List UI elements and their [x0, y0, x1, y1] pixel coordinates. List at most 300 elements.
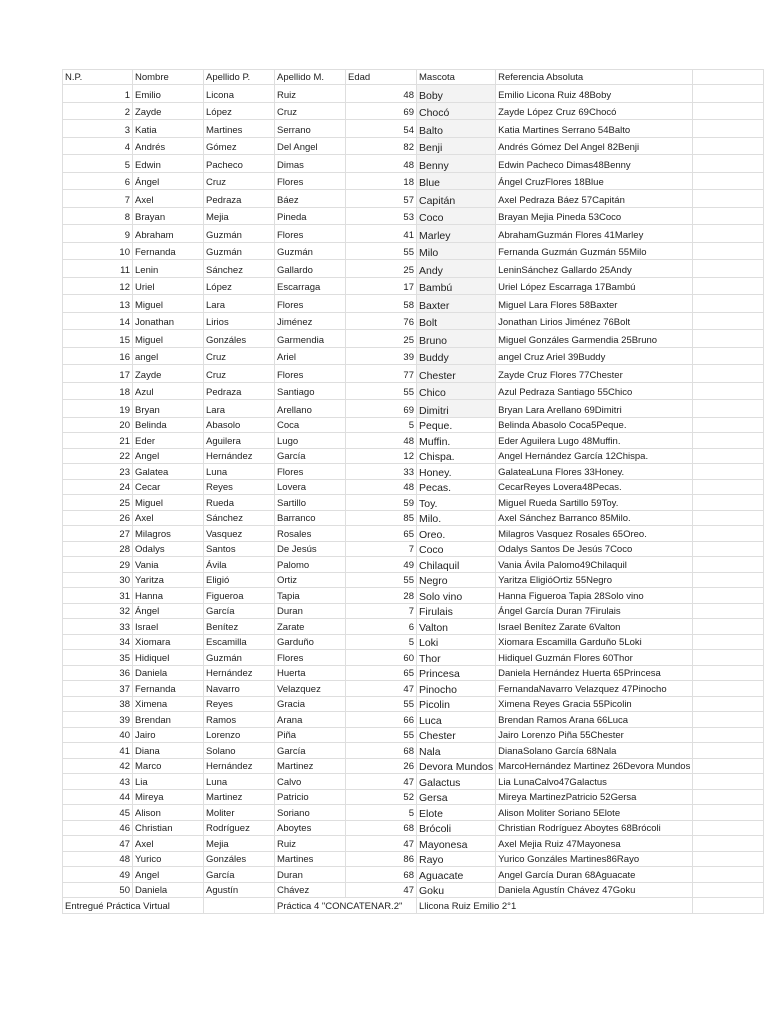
cell-referencia[interactable]: Fernanda Guzmán Guzmán 55Milo [496, 242, 693, 260]
cell-apellido-p[interactable]: Vasquez [204, 526, 275, 542]
cell-referencia[interactable]: Uriel López Escarraga 17Bambú [496, 277, 693, 295]
cell-apellido-p[interactable]: Navarro [204, 681, 275, 697]
cell-edad[interactable]: 57 [346, 190, 417, 208]
cell-apellido-m[interactable]: Calvo [275, 774, 346, 790]
cell-np[interactable]: 34 [63, 634, 133, 650]
cell-mascota[interactable]: Marley [417, 225, 496, 243]
cell-mascota[interactable]: Chocó [417, 102, 496, 120]
cell-apellido-m[interactable]: Dimas [275, 155, 346, 173]
cell-np[interactable]: 6 [63, 172, 133, 190]
header-edad[interactable]: Edad [346, 70, 417, 85]
cell-referencia[interactable]: Milagros Vasquez Rosales 65Oreo. [496, 526, 693, 542]
cell-nombre[interactable]: Cecar [133, 479, 204, 495]
cell-apellido-m[interactable]: Escarraga [275, 277, 346, 295]
cell-edad[interactable]: 55 [346, 572, 417, 588]
cell-apellido-m[interactable]: Gallardo [275, 260, 346, 278]
cell-referencia[interactable]: Ximena Reyes Gracia 55Picolin [496, 696, 693, 712]
cell-mascota[interactable]: Peque. [417, 417, 496, 433]
cell-referencia[interactable]: Xiomara Escamilla Garduño 5Loki [496, 634, 693, 650]
cell-np[interactable]: 7 [63, 190, 133, 208]
cell-edad[interactable]: 25 [346, 330, 417, 348]
cell-apellido-p[interactable]: Ávila [204, 557, 275, 573]
cell-np[interactable]: 13 [63, 295, 133, 313]
cell-empty[interactable] [693, 365, 764, 383]
cell-empty[interactable] [693, 836, 764, 852]
cell-nombre[interactable]: angel [133, 347, 204, 365]
cell-apellido-m[interactable]: Garduño [275, 634, 346, 650]
cell-referencia[interactable]: Hanna Figueroa Tapia 28Solo vino [496, 588, 693, 604]
cell-edad[interactable]: 47 [346, 836, 417, 852]
cell-np[interactable]: 2 [63, 102, 133, 120]
cell-empty[interactable] [693, 634, 764, 650]
cell-np[interactable]: 4 [63, 137, 133, 155]
cell-mascota[interactable]: Valton [417, 619, 496, 635]
cell-np[interactable]: 11 [63, 260, 133, 278]
cell-edad[interactable]: 47 [346, 882, 417, 898]
cell-referencia[interactable]: Mireya MartinezPatricio 52Gersa [496, 789, 693, 805]
cell-np[interactable]: 3 [63, 120, 133, 138]
cell-mascota[interactable]: Mayonesa [417, 836, 496, 852]
cell-edad[interactable]: 66 [346, 712, 417, 728]
cell-referencia[interactable]: Zayde López Cruz 69Chocó [496, 102, 693, 120]
cell-empty[interactable] [693, 347, 764, 365]
cell-nombre[interactable]: Lia [133, 774, 204, 790]
cell-edad[interactable]: 17 [346, 277, 417, 295]
cell-nombre[interactable]: Vania [133, 557, 204, 573]
cell-np[interactable]: 8 [63, 207, 133, 225]
cell-nombre[interactable]: Belinda [133, 417, 204, 433]
cell-empty[interactable] [693, 526, 764, 542]
cell-mascota[interactable]: Chester [417, 727, 496, 743]
cell-np[interactable]: 16 [63, 347, 133, 365]
cell-nombre[interactable]: Miguel [133, 495, 204, 511]
cell-nombre[interactable]: Marco [133, 758, 204, 774]
cell-nombre[interactable]: Ángel [133, 603, 204, 619]
cell-referencia[interactable]: DianaSolano García 68Nala [496, 743, 693, 759]
cell-edad[interactable]: 55 [346, 727, 417, 743]
cell-mascota[interactable]: Firulais [417, 603, 496, 619]
cell-apellido-p[interactable]: Hernández [204, 448, 275, 464]
cell-nombre[interactable]: Miguel [133, 330, 204, 348]
cell-apellido-p[interactable]: Lara [204, 400, 275, 418]
cell-referencia[interactable]: MarcoHernández Martinez 26Devora Mundos [496, 758, 693, 774]
cell-apellido-m[interactable]: Palomo [275, 557, 346, 573]
cell-apellido-m[interactable]: Cruz [275, 102, 346, 120]
cell-empty[interactable] [693, 758, 764, 774]
cell-edad[interactable]: 85 [346, 510, 417, 526]
cell-apellido-p[interactable]: Aguilera [204, 433, 275, 449]
cell-referencia[interactable]: Brendan Ramos Arana 66Luca [496, 712, 693, 728]
cell-np[interactable]: 21 [63, 433, 133, 449]
cell-edad[interactable]: 53 [346, 207, 417, 225]
cell-referencia[interactable]: CecarReyes Lovera48Pecas. [496, 479, 693, 495]
footer-student-cell[interactable]: Llicona Ruiz Emilio 2°1 [417, 898, 693, 914]
cell-nombre[interactable]: Xiomara [133, 634, 204, 650]
cell-mascota[interactable]: Luca [417, 712, 496, 728]
cell-mascota[interactable]: Goku [417, 882, 496, 898]
cell-nombre[interactable]: Eder [133, 433, 204, 449]
cell-nombre[interactable]: Fernanda [133, 242, 204, 260]
cell-apellido-m[interactable]: Gracia [275, 696, 346, 712]
cell-empty[interactable] [693, 727, 764, 743]
cell-empty[interactable] [693, 400, 764, 418]
cell-referencia[interactable]: Ángel CruzFlores 18Blue [496, 172, 693, 190]
cell-mascota[interactable]: Coco [417, 207, 496, 225]
cell-edad[interactable]: 59 [346, 495, 417, 511]
cell-referencia[interactable]: Axel Mejia Ruiz 47Mayonesa [496, 836, 693, 852]
cell-edad[interactable]: 6 [346, 619, 417, 635]
cell-edad[interactable]: 69 [346, 400, 417, 418]
cell-apellido-m[interactable]: Jiménez [275, 312, 346, 330]
cell-referencia[interactable]: Jairo Lorenzo Piña 55Chester [496, 727, 693, 743]
cell-np[interactable]: 43 [63, 774, 133, 790]
cell-mascota[interactable]: Milo. [417, 510, 496, 526]
cell-apellido-m[interactable]: Lugo [275, 433, 346, 449]
cell-edad[interactable]: 60 [346, 650, 417, 666]
cell-referencia[interactable]: Israel Benítez Zarate 6Valton [496, 619, 693, 635]
cell-apellido-p[interactable]: Licona [204, 85, 275, 103]
cell-apellido-p[interactable]: Mejia [204, 836, 275, 852]
cell-apellido-p[interactable]: Gómez [204, 137, 275, 155]
cell-apellido-m[interactable]: Aboytes [275, 820, 346, 836]
cell-nombre[interactable]: Jonathan [133, 312, 204, 330]
cell-mascota[interactable]: Loki [417, 634, 496, 650]
cell-edad[interactable]: 54 [346, 120, 417, 138]
cell-apellido-m[interactable]: Serrano [275, 120, 346, 138]
cell-nombre[interactable]: Katia [133, 120, 204, 138]
cell-mascota[interactable]: Nala [417, 743, 496, 759]
cell-edad[interactable]: 5 [346, 417, 417, 433]
cell-mascota[interactable]: Bruno [417, 330, 496, 348]
cell-nombre[interactable]: Galatea [133, 464, 204, 480]
cell-nombre[interactable]: Diana [133, 743, 204, 759]
cell-empty[interactable] [693, 743, 764, 759]
cell-empty[interactable] [693, 242, 764, 260]
cell-apellido-p[interactable]: López [204, 102, 275, 120]
cell-apellido-p[interactable]: Escamilla [204, 634, 275, 650]
cell-empty[interactable] [693, 225, 764, 243]
cell-apellido-m[interactable]: De Jesús [275, 541, 346, 557]
cell-empty[interactable] [693, 820, 764, 836]
cell-referencia[interactable]: FernandaNavarro Velazquez 47Pinocho [496, 681, 693, 697]
cell-apellido-p[interactable]: Rueda [204, 495, 275, 511]
cell-referencia[interactable]: Axel Pedraza Báez 57Capitán [496, 190, 693, 208]
cell-apellido-m[interactable]: Arana [275, 712, 346, 728]
cell-nombre[interactable]: Odalys [133, 541, 204, 557]
cell-empty[interactable] [693, 448, 764, 464]
cell-nombre[interactable]: Angel [133, 867, 204, 883]
cell-empty[interactable] [693, 789, 764, 805]
cell-np[interactable]: 37 [63, 681, 133, 697]
cell-empty[interactable] [693, 312, 764, 330]
cell-referencia[interactable]: Zayde Cruz Flores 77Chester [496, 365, 693, 383]
cell-mascota[interactable]: Chester [417, 365, 496, 383]
header-nombre[interactable]: Nombre [133, 70, 204, 85]
cell-np[interactable]: 9 [63, 225, 133, 243]
cell-mascota[interactable]: Pecas. [417, 479, 496, 495]
cell-apellido-m[interactable]: Arellano [275, 400, 346, 418]
cell-mascota[interactable]: Dimitri [417, 400, 496, 418]
cell-nombre[interactable]: Miguel [133, 295, 204, 313]
cell-edad[interactable]: 55 [346, 242, 417, 260]
cell-apellido-p[interactable]: Moliter [204, 805, 275, 821]
cell-empty[interactable] [693, 619, 764, 635]
cell-empty[interactable] [693, 557, 764, 573]
cell-edad[interactable]: 86 [346, 851, 417, 867]
cell-apellido-m[interactable]: García [275, 743, 346, 759]
cell-empty[interactable] [693, 696, 764, 712]
cell-referencia[interactable]: Yurico Gonzáles Martines86Rayo [496, 851, 693, 867]
cell-apellido-p[interactable]: Luna [204, 774, 275, 790]
cell-apellido-p[interactable]: Luna [204, 464, 275, 480]
cell-referencia[interactable]: Edwin Pacheco Dimas48Benny [496, 155, 693, 173]
cell-empty[interactable] [693, 495, 764, 511]
cell-mascota[interactable]: Balto [417, 120, 496, 138]
cell-apellido-p[interactable]: Reyes [204, 479, 275, 495]
cell-mascota[interactable]: Galactus [417, 774, 496, 790]
cell-referencia[interactable]: Brayan Mejia Pineda 53Coco [496, 207, 693, 225]
cell-nombre[interactable]: Brayan [133, 207, 204, 225]
cell-nombre[interactable]: Israel [133, 619, 204, 635]
cell-empty[interactable] [693, 882, 764, 898]
cell-nombre[interactable]: Axel [133, 510, 204, 526]
cell-apellido-m[interactable]: Ariel [275, 347, 346, 365]
cell-empty[interactable] [693, 277, 764, 295]
cell-mascota[interactable]: Chilaquil [417, 557, 496, 573]
cell-apellido-m[interactable]: Duran [275, 603, 346, 619]
cell-mascota[interactable]: Muffin. [417, 433, 496, 449]
header-apellido-p[interactable]: Apellido P. [204, 70, 275, 85]
cell-edad[interactable]: 5 [346, 805, 417, 821]
cell-edad[interactable]: 55 [346, 696, 417, 712]
cell-empty[interactable] [693, 805, 764, 821]
cell-apellido-p[interactable]: Eligió [204, 572, 275, 588]
cell-np[interactable]: 15 [63, 330, 133, 348]
cell-mascota[interactable]: Coco [417, 541, 496, 557]
cell-np[interactable]: 14 [63, 312, 133, 330]
cell-np[interactable]: 50 [63, 882, 133, 898]
cell-apellido-p[interactable]: Hernández [204, 665, 275, 681]
cell-apellido-m[interactable]: Guzmán [275, 242, 346, 260]
cell-nombre[interactable]: Andrés [133, 137, 204, 155]
cell-apellido-m[interactable]: Flores [275, 225, 346, 243]
cell-np[interactable]: 29 [63, 557, 133, 573]
cell-apellido-p[interactable]: Gonzáles [204, 851, 275, 867]
cell-empty[interactable] [693, 433, 764, 449]
cell-apellido-m[interactable]: Martines [275, 851, 346, 867]
header-np[interactable]: N.P. [63, 70, 133, 85]
cell-edad[interactable]: 25 [346, 260, 417, 278]
cell-mascota[interactable]: Milo [417, 242, 496, 260]
cell-edad[interactable]: 7 [346, 603, 417, 619]
cell-np[interactable]: 23 [63, 464, 133, 480]
cell-nombre[interactable]: Hidiquel [133, 650, 204, 666]
cell-apellido-m[interactable]: Ruiz [275, 85, 346, 103]
cell-apellido-p[interactable]: Martines [204, 120, 275, 138]
cell-nombre[interactable]: Zayde [133, 102, 204, 120]
cell-apellido-p[interactable]: Figueroa [204, 588, 275, 604]
header-mascota[interactable]: Mascota [417, 70, 496, 85]
cell-edad[interactable]: 48 [346, 155, 417, 173]
cell-apellido-m[interactable]: Flores [275, 365, 346, 383]
cell-edad[interactable]: 69 [346, 102, 417, 120]
cell-mascota[interactable]: Pinocho [417, 681, 496, 697]
cell-np[interactable]: 41 [63, 743, 133, 759]
cell-edad[interactable]: 47 [346, 774, 417, 790]
cell-mascota[interactable]: Aguacate [417, 867, 496, 883]
cell-nombre[interactable]: Ximena [133, 696, 204, 712]
cell-apellido-p[interactable]: Lara [204, 295, 275, 313]
cell-nombre[interactable]: Jairo [133, 727, 204, 743]
cell-np[interactable]: 31 [63, 588, 133, 604]
cell-np[interactable]: 17 [63, 365, 133, 383]
cell-mascota[interactable]: Toy. [417, 495, 496, 511]
cell-np[interactable]: 1 [63, 85, 133, 103]
cell-nombre[interactable]: Hanna [133, 588, 204, 604]
cell-np[interactable]: 44 [63, 789, 133, 805]
cell-apellido-p[interactable]: Cruz [204, 347, 275, 365]
header-empty[interactable] [693, 70, 764, 85]
cell-mascota[interactable]: Honey. [417, 464, 496, 480]
cell-empty[interactable] [693, 588, 764, 604]
cell-empty[interactable] [693, 382, 764, 400]
cell-apellido-m[interactable]: Flores [275, 650, 346, 666]
cell-apellido-m[interactable]: Velazquez [275, 681, 346, 697]
cell-referencia[interactable]: Miguel Gonzáles Garmendia 25Bruno [496, 330, 693, 348]
cell-nombre[interactable]: Edwin [133, 155, 204, 173]
cell-referencia[interactable]: angel Cruz Ariel 39Buddy [496, 347, 693, 365]
cell-np[interactable]: 28 [63, 541, 133, 557]
cell-mascota[interactable]: Baxter [417, 295, 496, 313]
cell-np[interactable]: 32 [63, 603, 133, 619]
cell-apellido-p[interactable]: Guzmán [204, 650, 275, 666]
cell-apellido-p[interactable]: Sánchez [204, 510, 275, 526]
cell-referencia[interactable]: Belinda Abasolo Coca5Peque. [496, 417, 693, 433]
cell-nombre[interactable]: Christian [133, 820, 204, 836]
cell-edad[interactable]: 7 [346, 541, 417, 557]
cell-empty[interactable] [693, 541, 764, 557]
cell-np[interactable]: 22 [63, 448, 133, 464]
cell-apellido-p[interactable]: López [204, 277, 275, 295]
cell-apellido-p[interactable]: Ramos [204, 712, 275, 728]
cell-nombre[interactable]: Azul [133, 382, 204, 400]
cell-referencia[interactable]: Angel Hernández García 12Chispa. [496, 448, 693, 464]
cell-nombre[interactable]: Daniela [133, 665, 204, 681]
cell-np[interactable]: 45 [63, 805, 133, 821]
cell-apellido-p[interactable]: Cruz [204, 172, 275, 190]
cell-empty[interactable] [693, 851, 764, 867]
cell-referencia[interactable]: Hidiquel Guzmán Flores 60Thor [496, 650, 693, 666]
cell-np[interactable]: 26 [63, 510, 133, 526]
cell-apellido-m[interactable]: Huerta [275, 665, 346, 681]
cell-nombre[interactable]: Yurico [133, 851, 204, 867]
cell-np[interactable]: 24 [63, 479, 133, 495]
cell-edad[interactable]: 55 [346, 382, 417, 400]
cell-np[interactable]: 47 [63, 836, 133, 852]
cell-empty[interactable] [693, 774, 764, 790]
cell-mascota[interactable]: Oreo. [417, 526, 496, 542]
cell-apellido-m[interactable]: García [275, 448, 346, 464]
cell-referencia[interactable]: Azul Pedraza Santiago 55Chico [496, 382, 693, 400]
cell-nombre[interactable]: Abraham [133, 225, 204, 243]
cell-apellido-m[interactable]: Rosales [275, 526, 346, 542]
cell-empty[interactable] [693, 681, 764, 697]
cell-apellido-m[interactable]: Zarate [275, 619, 346, 635]
cell-apellido-m[interactable]: Duran [275, 867, 346, 883]
cell-referencia[interactable]: Axel Sánchez Barranco 85Milo. [496, 510, 693, 526]
cell-apellido-p[interactable]: Pedraza [204, 382, 275, 400]
cell-apellido-p[interactable]: Reyes [204, 696, 275, 712]
cell-mascota[interactable]: Devora Mundos [417, 758, 496, 774]
cell-apellido-m[interactable]: Garmendia [275, 330, 346, 348]
cell-referencia[interactable]: AbrahamGuzmán Flores 41Marley [496, 225, 693, 243]
cell-np[interactable]: 25 [63, 495, 133, 511]
cell-apellido-p[interactable]: Lorenzo [204, 727, 275, 743]
cell-edad[interactable]: 41 [346, 225, 417, 243]
cell-apellido-m[interactable]: Flores [275, 172, 346, 190]
cell-referencia[interactable]: Katia Martines Serrano 54Balto [496, 120, 693, 138]
cell-np[interactable]: 30 [63, 572, 133, 588]
cell-apellido-m[interactable]: Flores [275, 464, 346, 480]
cell-apellido-m[interactable]: Del Angel [275, 137, 346, 155]
cell-apellido-m[interactable]: Soriano [275, 805, 346, 821]
cell-empty[interactable] [693, 207, 764, 225]
cell-apellido-p[interactable]: Martinez [204, 789, 275, 805]
cell-referencia[interactable]: Eder Aguilera Lugo 48Muffin. [496, 433, 693, 449]
cell-referencia[interactable]: Yaritza EligióOrtiz 55Negro [496, 572, 693, 588]
cell-mascota[interactable]: Brócoli [417, 820, 496, 836]
cell-nombre[interactable]: Axel [133, 190, 204, 208]
cell-referencia[interactable]: Odalys Santos De Jesús 7Coco [496, 541, 693, 557]
cell-edad[interactable]: 77 [346, 365, 417, 383]
cell-empty[interactable] [693, 260, 764, 278]
cell-edad[interactable]: 68 [346, 743, 417, 759]
cell-mascota[interactable]: Picolin [417, 696, 496, 712]
cell-apellido-p[interactable]: García [204, 603, 275, 619]
cell-referencia[interactable]: Angel García Duran 68Aguacate [496, 867, 693, 883]
cell-apellido-m[interactable]: Flores [275, 295, 346, 313]
cell-apellido-p[interactable]: Pacheco [204, 155, 275, 173]
cell-mascota[interactable]: Gersa [417, 789, 496, 805]
cell-apellido-p[interactable]: Guzmán [204, 225, 275, 243]
cell-apellido-p[interactable]: Cruz [204, 365, 275, 383]
cell-apellido-p[interactable]: Guzmán [204, 242, 275, 260]
cell-mascota[interactable]: Benji [417, 137, 496, 155]
cell-empty[interactable] [693, 155, 764, 173]
cell-edad[interactable]: 39 [346, 347, 417, 365]
cell-referencia[interactable]: Jonathan Lirios Jiménez 76Bolt [496, 312, 693, 330]
cell-apellido-m[interactable]: Barranco [275, 510, 346, 526]
cell-edad[interactable]: 47 [346, 681, 417, 697]
cell-empty[interactable] [693, 417, 764, 433]
cell-empty[interactable] [693, 295, 764, 313]
cell-apellido-m[interactable]: Lovera [275, 479, 346, 495]
cell-np[interactable]: 49 [63, 867, 133, 883]
cell-empty[interactable] [693, 712, 764, 728]
cell-edad[interactable]: 33 [346, 464, 417, 480]
cell-np[interactable]: 40 [63, 727, 133, 743]
cell-nombre[interactable]: Zayde [133, 365, 204, 383]
cell-apellido-m[interactable]: Ruiz [275, 836, 346, 852]
cell-nombre[interactable]: Uriel [133, 277, 204, 295]
cell-empty[interactable] [693, 85, 764, 103]
cell-referencia[interactable]: GalateaLuna Flores 33Honey. [496, 464, 693, 480]
cell-mascota[interactable]: Buddy [417, 347, 496, 365]
cell-np[interactable]: 35 [63, 650, 133, 666]
cell-mascota[interactable]: Negro [417, 572, 496, 588]
cell-mascota[interactable]: Bolt [417, 312, 496, 330]
cell-apellido-p[interactable]: Sánchez [204, 260, 275, 278]
